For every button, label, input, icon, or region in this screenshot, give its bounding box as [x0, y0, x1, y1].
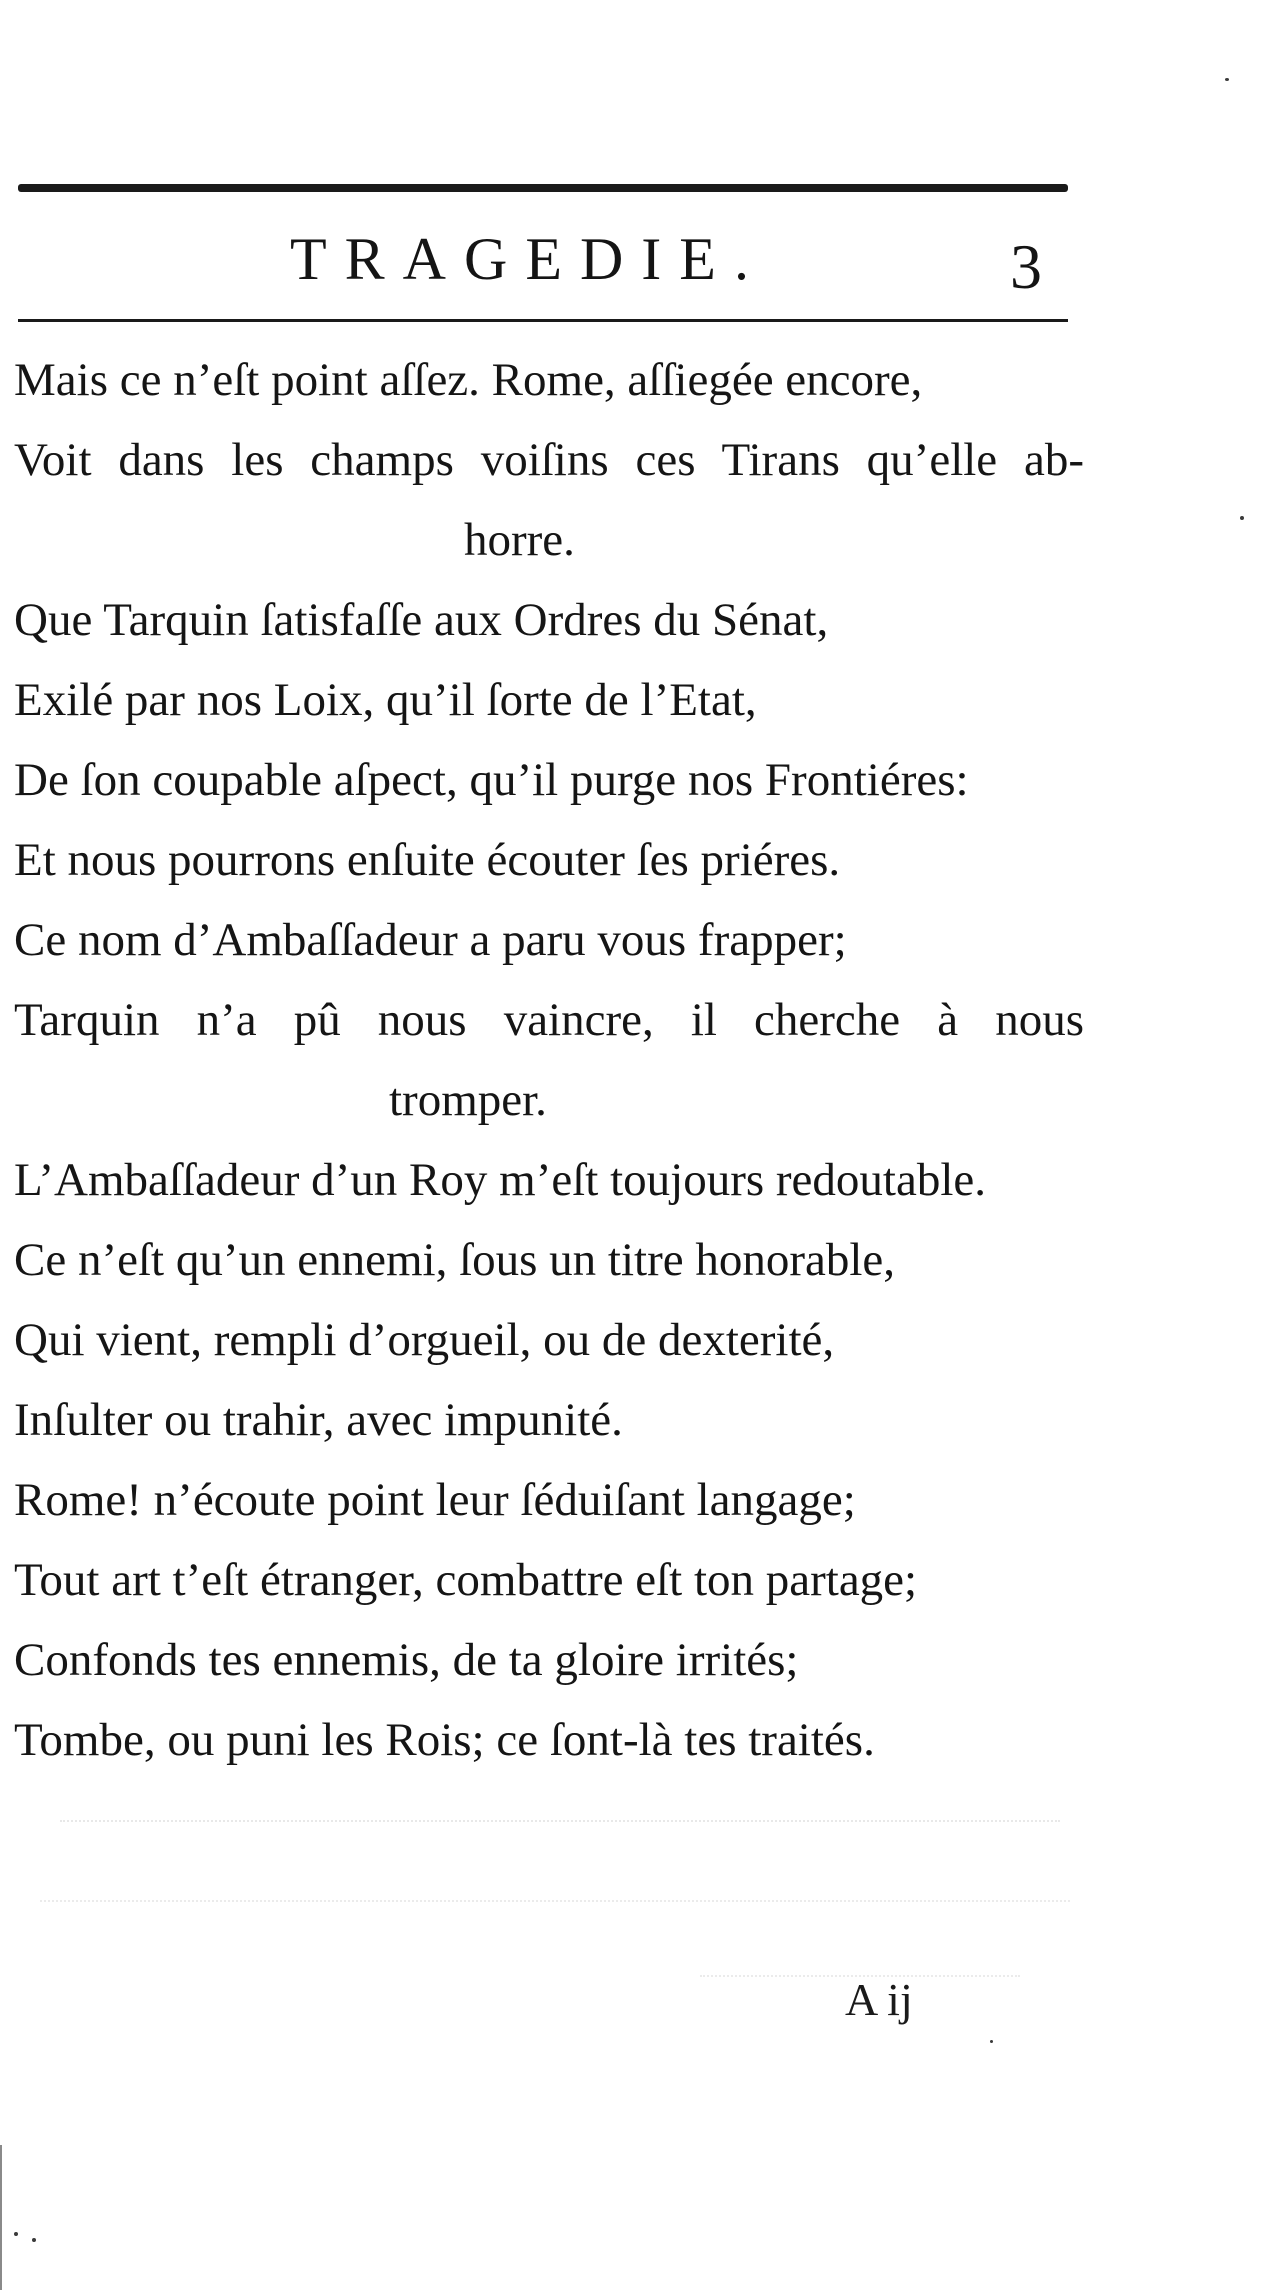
verse-line-continuation: horre.: [464, 514, 575, 566]
signature-mark: A ij: [845, 1974, 913, 2025]
bleed-through-mark: [40, 1900, 1070, 1922]
verse-line: Tout art t’eſt étranger, combattre eſt ton partage;: [14, 1554, 918, 1606]
speck: [990, 2040, 993, 2043]
running-title: TRAGEDIE.: [290, 226, 767, 292]
verse-block: [14, 340, 1084, 1780]
bleed-through-mark: [700, 1975, 1020, 1987]
verse-line: Exilé par nos Loix, qu’il ſorte de l’Etat,: [14, 674, 757, 726]
verse-line: L’Ambaſſadeur d’un Roy m’eſt toujours redoutable.: [14, 1154, 986, 1206]
verse-line: Voit dans les champs voiſins ces Tirans qu’elle ab-: [14, 434, 1084, 486]
verse-line: Confonds tes ennemis, de ta gloire irrités;: [14, 1634, 799, 1686]
verse-line: Rome! n’écoute point leur ſéduiſant langage;: [14, 1474, 856, 1526]
header-rule-bottom: [18, 319, 1068, 322]
bleed-through-mark: [60, 1820, 1060, 1842]
page-edge-line: [0, 2145, 2, 2290]
verse-line-continuation: tromper.: [389, 1074, 547, 1126]
verse-line: Tarquin n’a pû nous vaincre, il cherche à nous: [14, 994, 1084, 1046]
speck: [14, 2232, 18, 2236]
verse-line: Tombe, ou puni les Rois; ce ſont-là tes traités.: [14, 1714, 875, 1766]
header-rule-top: [18, 184, 1068, 192]
verse-line: Ce nom d’Ambaſſadeur a paru vous frapper;: [14, 914, 847, 966]
verse-line: Mais ce n’eſt point aſſez. Rome, aſſiegée encore,: [14, 354, 923, 406]
verse-line: Qui vient, rempli d’orgueil, ou de dexterité,: [14, 1314, 835, 1366]
speck: [1240, 516, 1244, 520]
speck: [1225, 78, 1229, 81]
verse-line: Ce n’eſt qu’un ennemi, ſous un titre honorable,: [14, 1234, 896, 1286]
speck: [32, 2238, 36, 2242]
running-head: [0, 214, 1266, 304]
verse-line: De ſon coupable aſpect, qu’il purge nos Frontiéres:: [14, 754, 969, 806]
verse-line: Inſulter ou trahir, avec impunité.: [14, 1394, 623, 1446]
verse-line: Que Tarquin ſatisfaſſe aux Ordres du Sénat,: [14, 594, 829, 646]
verse-line: Et nous pourrons enſuite écouter ſes priéres.: [14, 834, 841, 886]
page-number: 3: [1010, 231, 1042, 302]
